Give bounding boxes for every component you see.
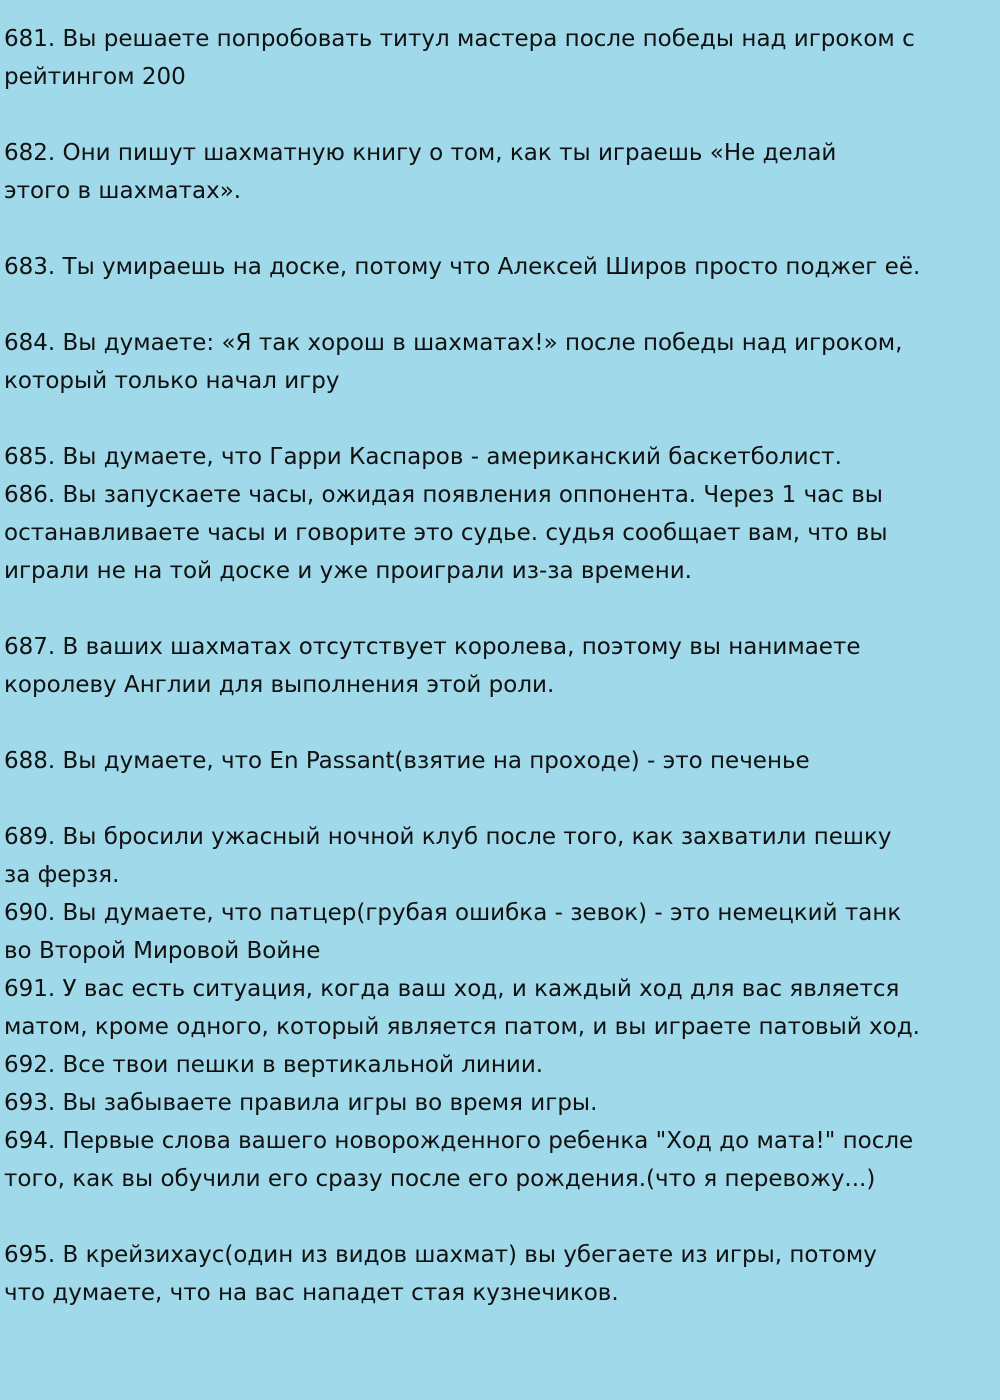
- line-687-a: 687. В ваших шахматах отсутствует королева, поэтому вы нанимаете: [4, 634, 861, 660]
- line-682-b: этого в шахматах».: [4, 178, 242, 204]
- blank-line: [4, 704, 994, 742]
- blank-line: [4, 210, 994, 248]
- line-684-b: который только начал игру: [4, 368, 340, 394]
- line-694-a: 694. Первые слова вашего новорожденного ребенка "Ход до мата!" после: [4, 1128, 914, 1154]
- line-693-a: 693. Вы забываете правила игры во время игры.: [4, 1090, 598, 1116]
- line-686-c: играли не на той доске и уже проиграли из-за времени.: [4, 558, 692, 584]
- line-688-a: 688. Вы думаете, что En Passant(взятие на проходе) - это печенье: [4, 748, 810, 774]
- line-682-a: 682. Они пишут шахматную книгу о том, как ты играешь «Не делай: [4, 140, 837, 166]
- blank-line: [4, 1198, 994, 1236]
- blank-line: [4, 780, 994, 818]
- line-686-a: 686. Вы запускаете часы, ожидая появления оппонента. Через 1 час вы: [4, 482, 883, 508]
- line-692-a: 692. Все твои пешки в вертикальной линии.: [4, 1052, 544, 1078]
- line-685-a: 685. Вы думаете, что Гарри Каспаров - американский баскетболист.: [4, 444, 842, 470]
- blank-line: [4, 400, 994, 438]
- line-695-b: что думаете, что на вас нападет стая кузнечиков.: [4, 1280, 619, 1306]
- line-690-b: во Второй Мировой Войне: [4, 938, 321, 964]
- line-681-b: рейтингом 200: [4, 64, 186, 90]
- line-683-a: 683. Ты умираешь на доске, потому что Алексей Широв просто поджег её.: [4, 254, 921, 280]
- line-690-a: 690. Вы думаете, что патцер(грубая ошибка - зевок) - это немецкий танк: [4, 900, 902, 926]
- blank-line: [4, 286, 994, 324]
- blank-line: [4, 590, 994, 628]
- line-691-a: 691. У вас есть ситуация, когда ваш ход, и каждый ход для вас является: [4, 976, 900, 1002]
- blank-line: [4, 96, 994, 134]
- line-694-b: того, как вы обучили его сразу после его рождения.(что я перевожу...): [4, 1166, 876, 1192]
- line-681-a: 681. Вы решаете попробовать титул мастера после победы над игроком с: [4, 26, 915, 52]
- text-block: [4, 20, 994, 1312]
- line-689-a: 689. Вы бросили ужасный ночной клуб после того, как захватили пешку: [4, 824, 892, 850]
- line-689-b: за ферзя.: [4, 862, 120, 888]
- line-695-a: 695. В крейзихаус(один из видов шахмат) вы убегаете из игры, потому: [4, 1242, 877, 1268]
- line-686-b: останавливаете часы и говорите это судье. судья сообщает вам, что вы: [4, 520, 888, 546]
- line-684-a: 684. Вы думаете: «Я так хорош в шахматах!» после победы над игроком,: [4, 330, 903, 356]
- line-687-b: королеву Англии для выполнения этой роли.: [4, 672, 555, 698]
- line-691-b: матом, кроме одного, который является патом, и вы играете патовый ход.: [4, 1014, 920, 1040]
